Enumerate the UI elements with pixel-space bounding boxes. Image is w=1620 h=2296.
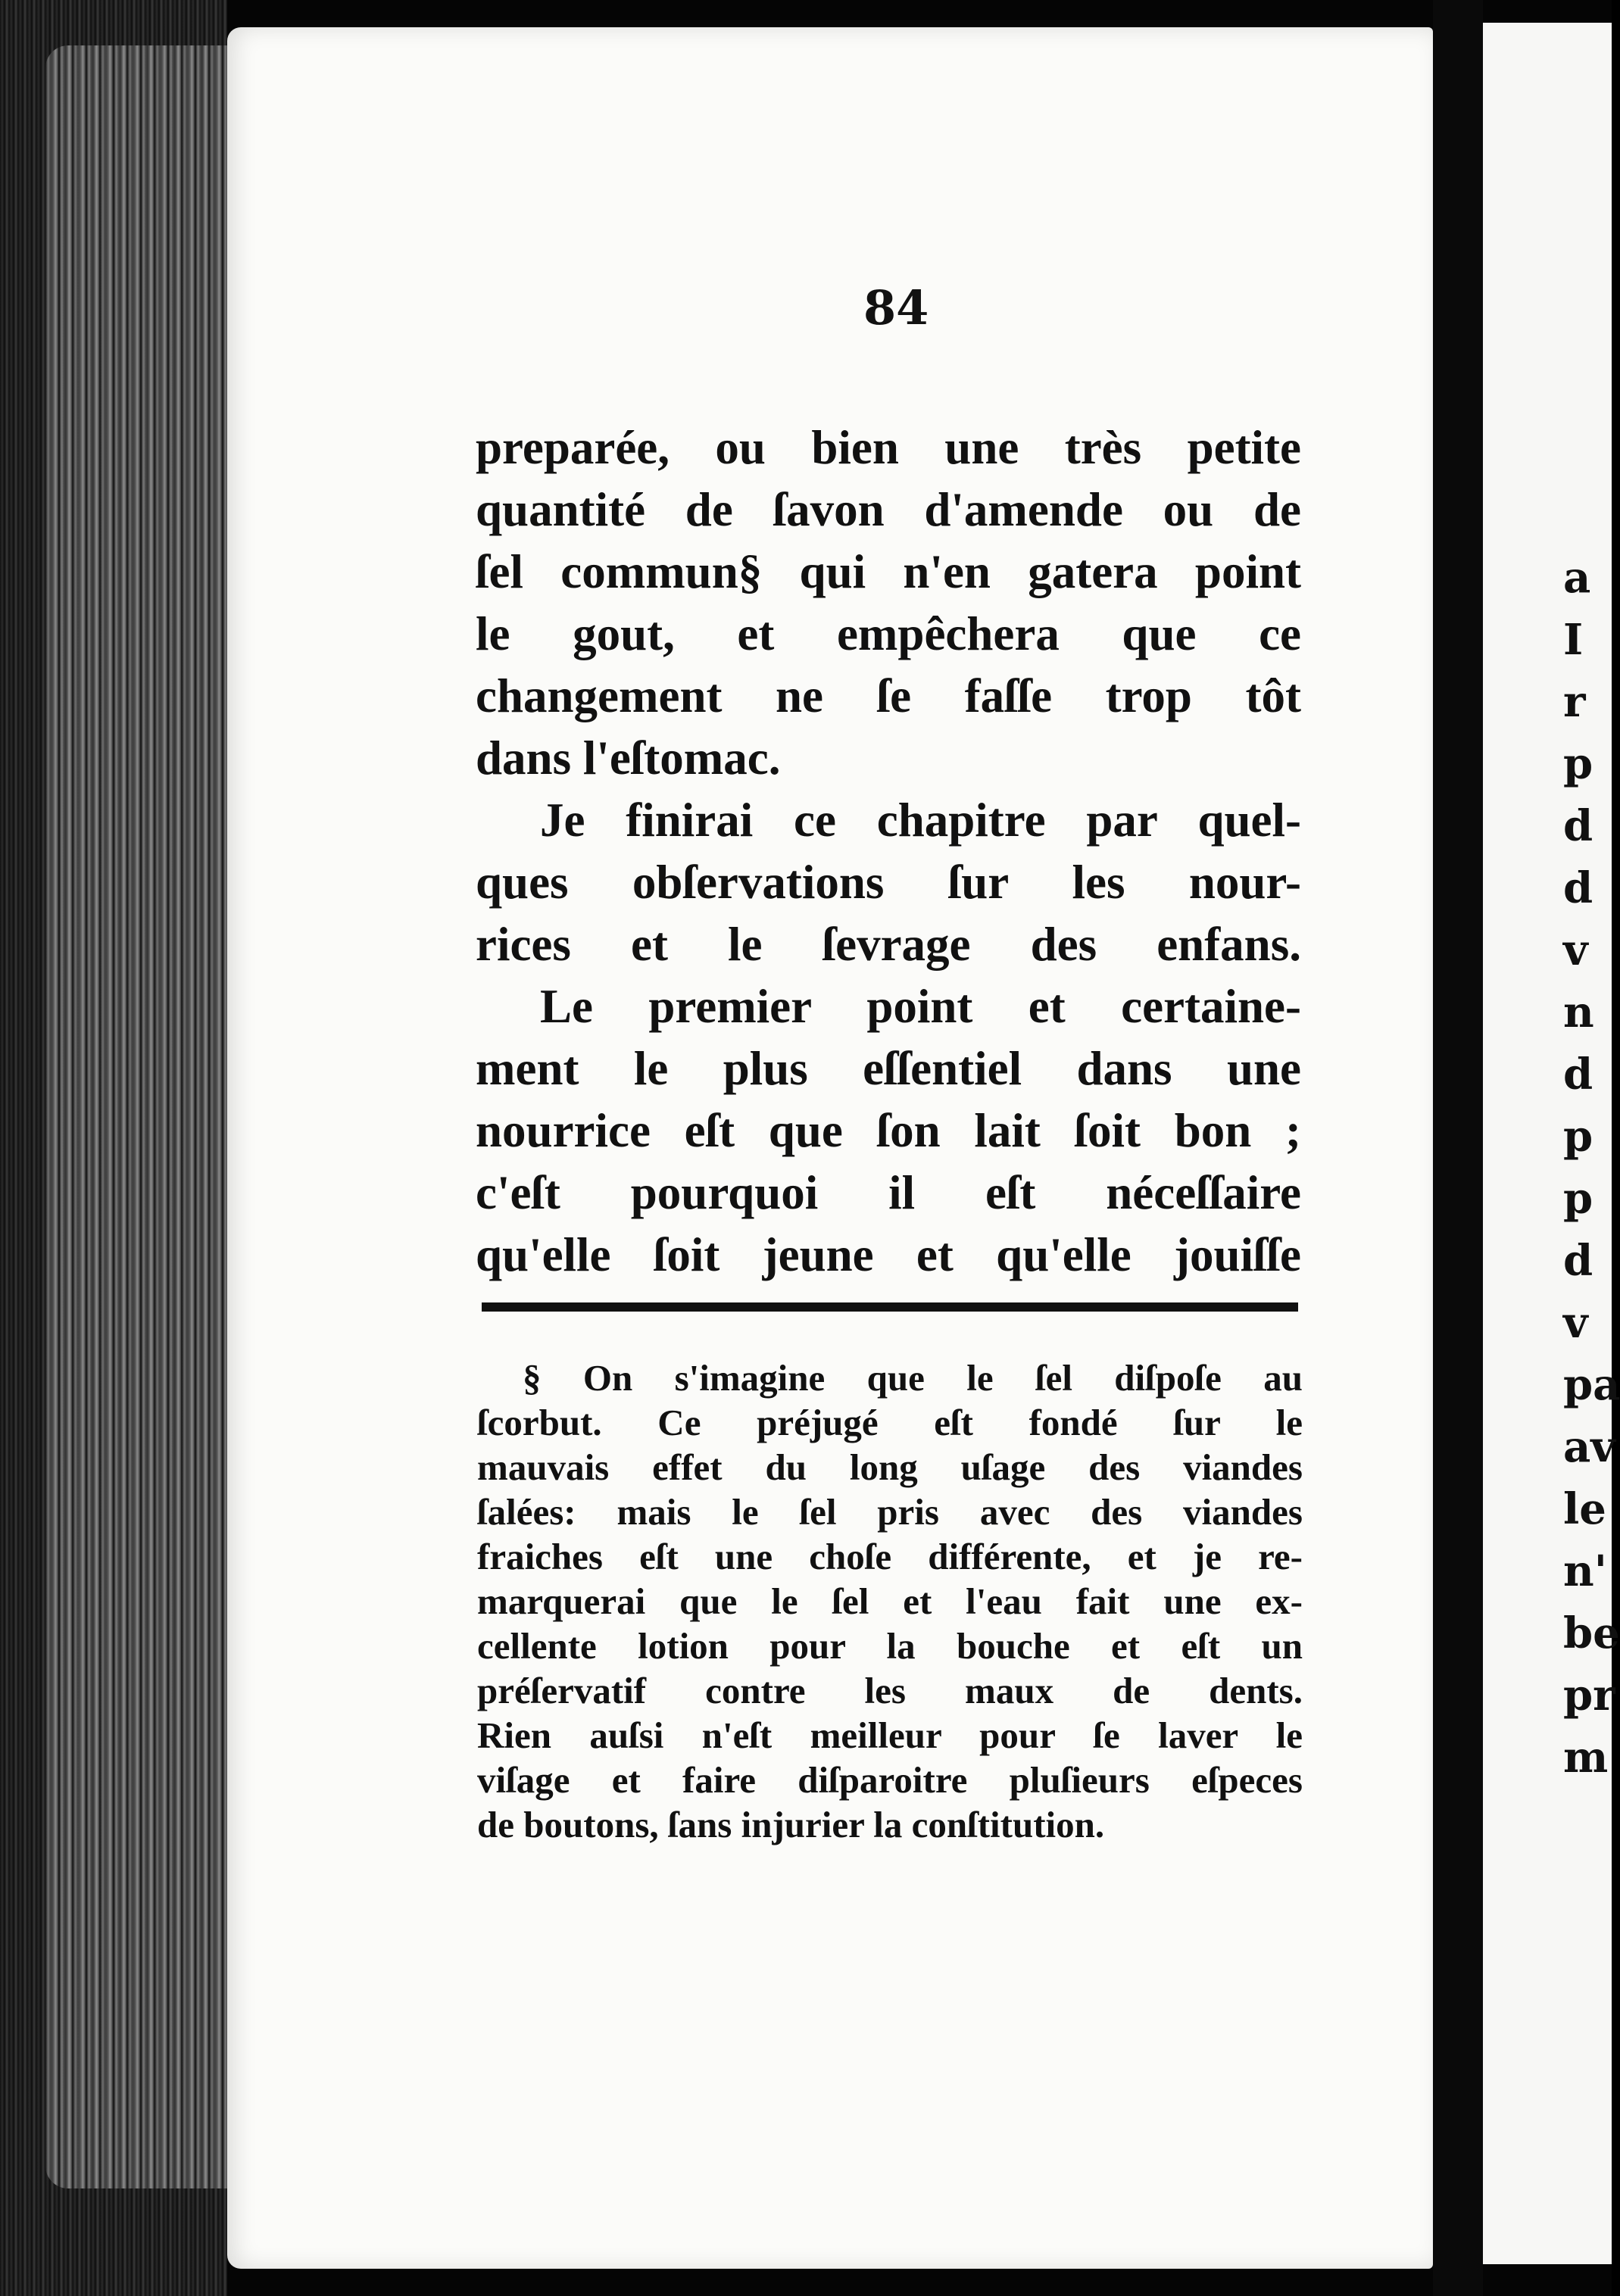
right-page-line-fragment: v — [1563, 925, 1588, 975]
footnote-line: § On s'imagine que le ſel diſpoſe au — [523, 1357, 1303, 1399]
right-page-line-fragment: v — [1563, 1298, 1588, 1348]
footnote-line: marquerai que le ſel et l'eau fait une ex- — [477, 1580, 1303, 1622]
footnote-line: Rien auſsi n'eſt meilleur pour ſe laver le — [477, 1714, 1303, 1756]
footnote-line: fraiches eſt une choſe différente, et je re- — [477, 1536, 1303, 1577]
body-line: dans l'eſtomac. — [476, 732, 781, 785]
footnote-rule — [482, 1302, 1298, 1312]
right-page-line-fragment: m — [1563, 1733, 1609, 1783]
right-page-line-fragment: I — [1563, 615, 1584, 665]
body-line: Le premier point et certaine- — [540, 980, 1301, 1033]
body-line: ques obſervations ſur les nour- — [476, 856, 1301, 909]
right-page-line-fragment: d — [1563, 863, 1593, 913]
footnote — [477, 1355, 1303, 1847]
body-line: qu'elle ſoit jeune et qu'elle jouiſſe — [476, 1228, 1301, 1281]
right-page-line-fragment: be — [1563, 1608, 1620, 1658]
body-line: ſel commun§ qui n'en gatera point — [476, 545, 1301, 598]
page-edge-highlights — [45, 45, 235, 2188]
right-page-line-fragment: av — [1563, 1422, 1615, 1472]
body-line: preparée, ou bien une très petite — [476, 421, 1301, 474]
body-line: changement ne ſe faſſe trop tôt — [476, 669, 1301, 722]
footnote-line: viſage et faire diſparoitre pluſieurs eſpeces — [477, 1759, 1303, 1801]
right-page-line-fragment: le — [1563, 1484, 1606, 1534]
body-line: c'eſt pourquoi il eſt néceſſaire — [476, 1166, 1301, 1219]
footnote-line: préſervatif contre les maux de dents. — [477, 1670, 1303, 1711]
footnote-line: de boutons, ſans injurier la conſtitution. — [477, 1804, 1105, 1845]
right-page-line-fragment: r — [1563, 677, 1586, 727]
book-gutter — [1433, 0, 1483, 2296]
body-line: quantité de ſavon d'amende ou de — [476, 483, 1301, 536]
right-page-line-fragment: pr — [1563, 1671, 1615, 1720]
body-line: Je finirai ce chapitre par quel- — [540, 794, 1301, 847]
footnote-line: ſalées: mais le ſel pris avec des viandes — [477, 1491, 1303, 1533]
right-page-line-fragment: d — [1563, 1050, 1593, 1100]
right-page-line-fragment: pa — [1563, 1360, 1620, 1410]
right-page-line-fragment: p — [1563, 1112, 1593, 1162]
right-page-line-fragment: n — [1563, 987, 1594, 1037]
right-page-line-fragment: d — [1563, 1236, 1593, 1286]
right-page-line-fragment: d — [1563, 801, 1593, 851]
body-line: le gout, et empêchera que ce — [476, 607, 1301, 660]
body-line: ment le plus eſſentiel dans une — [476, 1042, 1301, 1095]
body-line: nourrice eſt que ſon lait ſoit bon ; — [476, 1104, 1301, 1157]
right-page-line-fragment: n' — [1563, 1546, 1607, 1596]
right-page-line-fragment: p — [1563, 739, 1593, 789]
right-page-line-fragment: p — [1563, 1174, 1593, 1224]
footnote-line: mauvais effet du long uſage des viandes — [477, 1446, 1303, 1488]
body-line: rices et le ſevrage des enfans. — [476, 918, 1301, 971]
footnote-line: ſcorbut. Ce préjugé eſt fondé ſur le — [477, 1402, 1303, 1443]
body-text — [476, 416, 1301, 1286]
footnote-line: cellente lotion pour la bouche et eſt un — [477, 1625, 1303, 1667]
right-page-line-fragment: a — [1563, 553, 1591, 603]
page-number: 84 — [863, 280, 929, 335]
